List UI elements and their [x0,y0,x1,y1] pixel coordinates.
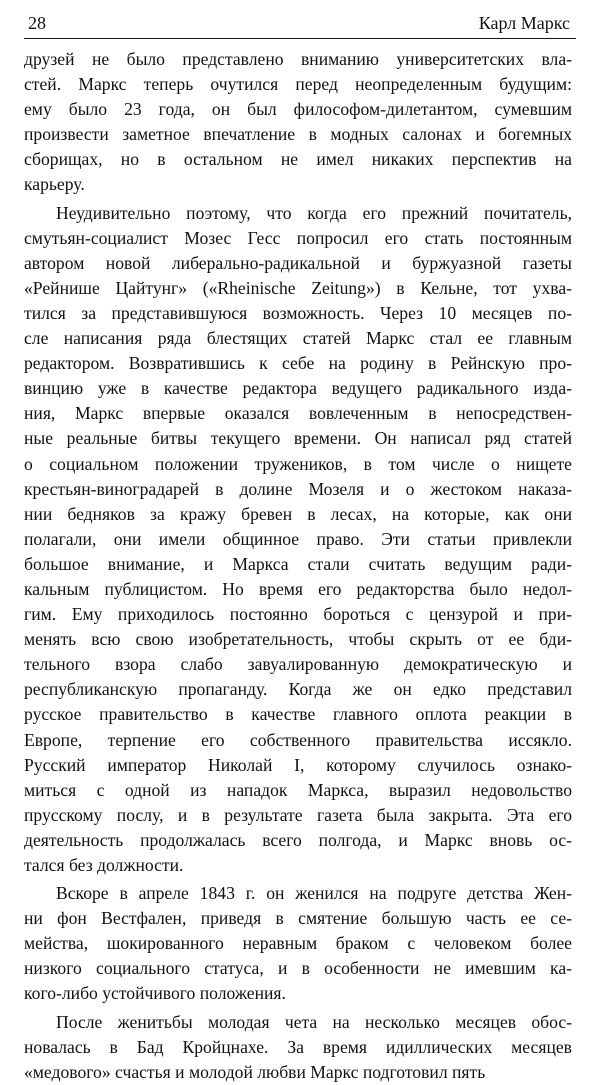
text-line: произвести заметное впечатление в модных салонах и богемных [24,124,572,145]
text-line: гим. Ему приходилось постоянно бороться с цензурой и при- [24,604,572,625]
text-line: «Рейнише Цайтунг» («Rheinische Zeitung») в Кельне, тот ухва- [24,277,572,298]
text-line: Русский император Николай I, которому случилось ознако- [24,754,572,775]
text-line: редактором. Возвратившись к себе на родину в Рейнскую про- [24,353,572,374]
paragraph [24,1010,572,1085]
text-line: Вскоре в апреле 1843 г. он женился на подруге детства Жен- [56,883,572,904]
text-line: смутьян-социалист Мозес Гесс попросил его стать постоянным [24,227,572,248]
text-line: Неудивительно поэтому, что когда его прежний почитатель, [56,202,572,223]
text-line: менять всю свою изобретательность, чтобы скрыть от ее бди- [24,629,572,650]
text-line: миться с одной из нападок Маркса, выразил недовольство [24,779,572,800]
header-rule [24,38,576,39]
text-line: ния, Маркс впервые оказался вовлеченным в непосредствен- [24,403,572,424]
body-text [24,47,576,1085]
text-line: стей. Маркс теперь очутился перед неопределенным будущим: [24,74,572,95]
text-line: После женитьбы молодая чета на несколько месяцев обос- [56,1011,572,1032]
text-line: тельного взора слабо завуалированную демократическую и [24,654,572,675]
text-line: кальным публицистом. Но время его редакторства было недол- [24,578,572,599]
text-line: прусскому послу, и в результате газета была закрыта. Эта его [24,804,572,825]
running-head [24,10,576,38]
text-line: полагали, они имели общинное право. Эти статьи привлекли [24,528,572,549]
text-line: большое внимание, и Маркса стали считать ведущим ради- [24,553,572,574]
text-line: сборищах, но в остальном не имел никаких перспектив на [24,149,572,170]
text-line: новалась в Бад Кройцнахе. За время идиллических месяцев [24,1036,572,1057]
text-line: республиканскую пропаганду. Когда же он едко представил [24,679,572,700]
page-number: 28 [28,13,46,33]
text-line: тился за представившуюся возможность. Через 10 месяцев по- [24,302,572,323]
text-line: друзей не было представлено вниманию университетских вла- [24,49,572,69]
text-line: мейства, шокированного неравным браком с человеком более [24,933,572,954]
text-line: кого-либо устойчивого положения. [24,983,286,1004]
text-line: винцию уже в качестве редактора ведущего радикального изда- [24,378,572,399]
text-line: нии бедняков за кражу бревен в лесах, на которые, как они [24,503,572,524]
text-line: низкого социального статуса, и в особенности не имевшим ка- [24,958,572,979]
text-line: «медового» счастья и молодой любви Маркс подготовил пять [24,1061,486,1082]
text-line: крестьян-виноградарей в долине Мозеля и о жестоком наказа- [24,478,572,499]
text-line: русское правительство в качестве главного оплота реакции в [24,704,572,725]
text-line: Европе, терпение его собственного правительства иссякло. [24,729,572,750]
paragraph [24,201,572,879]
text-line: тался без должности. [24,855,184,875]
paragraph [24,47,572,198]
text-line: карьеру. [24,174,85,195]
text-line: сле написания ряда блестящих статей Маркс стал ее главным [24,328,572,349]
book-page [24,10,576,1085]
text-line: ни фон Вестфален, приведя в смятение большую часть ее се- [24,908,572,929]
text-line: о социальном положении тружеников, в том числе о нищете [24,453,572,474]
running-title: Карл Маркс [478,13,570,33]
text-line: ему было 23 года, он был философом-дилетантом, сумевшим [24,99,572,120]
text-line: ные реальные битвы текущего времени. Он написал ряд статей [24,428,572,449]
paragraph [24,881,572,1006]
text-line: автором новой либерально-радикальной и буржуазной газеты [24,252,572,273]
text-line: деятельность продолжалась всего полгода, и Маркс вновь ос- [24,829,572,850]
